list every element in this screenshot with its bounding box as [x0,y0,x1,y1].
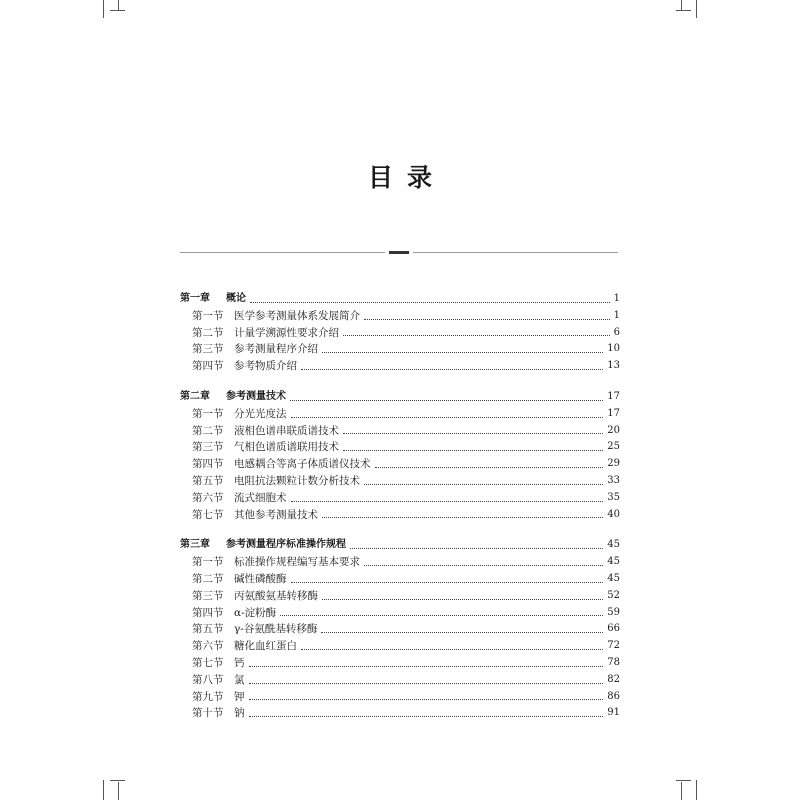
leader-dots [249,715,604,717]
leader-dots [322,516,603,518]
section-entry[interactable] [180,406,620,423]
crop-mark [676,780,691,781]
chapter-entry-title: 参考测量技术 [226,390,286,402]
crop-mark [696,780,697,800]
leader-dots [291,581,604,583]
section-entry-page-number: 1 [613,309,620,321]
crop-mark [118,782,119,800]
section-entry-label: 第四节 [192,458,224,471]
section-entry-label: 第四节 [192,360,224,373]
crop-mark [681,0,682,10]
chapter-entry-page-number: 1 [613,293,620,304]
section-entry-page-number: 72 [607,640,620,652]
section-entry-label: 第七节 [192,508,224,521]
section-entry-page-number: 25 [607,441,620,453]
section-entry[interactable] [180,689,620,706]
section-entry-label: 第六节 [192,491,224,504]
section-entry-label: 第一节 [192,556,224,569]
leader-dots [249,682,604,684]
section-entry-title: 标准操作规程编写基本要求 [234,556,360,569]
leader-dots [343,432,603,434]
section-entry-page-number: 29 [607,458,620,470]
section-entry-title: 电感耦合等离子体质谱仪技术 [234,458,371,471]
leader-dots [343,449,603,451]
crop-mark [110,780,125,781]
section-entry[interactable] [180,473,620,490]
section-entry-page-number: 45 [607,572,620,584]
table-of-contents [180,291,620,736]
section-entry-label: 第二节 [192,424,224,437]
chapter-entry-label: 第二章 [180,390,210,402]
section-entry-label: 第五节 [192,474,224,487]
section-entry-page-number: 82 [607,673,620,685]
leader-dots [280,614,603,616]
leader-dots [301,648,603,650]
section-entry-label: 第一节 [192,309,224,322]
leader-dots [321,631,603,633]
chapter-entry-title: 参考测量程序标准操作规程 [226,539,346,551]
section-entry-page-number: 6 [613,326,620,338]
chapter-entry[interactable] [180,389,620,406]
section-entry-label: 第二节 [192,326,224,339]
leader-dots [350,547,603,549]
section-entry-title: 参考物质介绍 [234,360,297,373]
section-entry-page-number: 45 [607,556,620,568]
chapter-entry-label: 第三章 [180,539,210,551]
section-entry[interactable] [180,341,620,358]
leader-dots [290,399,603,401]
leader-dots [364,564,603,566]
chapter-entry-title: 概论 [226,293,246,304]
section-entry-title: 液相色谱串联质谱技术 [234,424,339,437]
section-entry-title: 氯 [234,673,245,686]
leader-dots [375,466,604,468]
chapter-entry-page-number: 45 [607,539,620,551]
section-entry[interactable] [180,605,620,622]
section-entry-label: 第七节 [192,656,224,669]
section-entry-label: 第九节 [192,690,224,703]
section-entry-label: 第一节 [192,407,224,420]
leader-dots [301,368,603,370]
title-rule-right [413,252,618,253]
section-entry[interactable] [180,655,620,672]
section-entry[interactable] [180,507,620,524]
section-entry-label: 第四节 [192,606,224,619]
leader-dots [364,318,610,320]
title-rule-left [180,252,385,253]
section-entry-title: 参考测量程序介绍 [234,343,318,356]
chapter-entry-label: 第一章 [180,293,210,304]
section-entry-page-number: 66 [607,623,620,635]
section-entry[interactable] [180,456,620,473]
crop-mark [103,780,104,800]
section-entry[interactable] [180,490,620,507]
crop-mark [103,0,104,18]
section-entry-label: 第三节 [192,441,224,454]
section-entry-label: 第三节 [192,589,224,602]
section-entry-label: 第六节 [192,640,224,653]
section-entry-page-number: 91 [607,707,620,719]
crop-mark [118,0,119,10]
section-entry-title: 计量学溯源性要求介绍 [234,326,339,339]
section-entry[interactable] [180,638,620,655]
section-entry-page-number: 52 [607,589,620,601]
section-entry-title: 钙 [234,656,245,669]
section-entry[interactable] [180,325,620,342]
chapter-entry-page-number: 17 [607,390,620,402]
title-rule-ornament [389,251,409,254]
crop-mark [681,782,682,800]
section-entry[interactable] [180,358,620,375]
leader-dots [322,598,603,600]
section-entry-title: 其他参考测量技术 [234,508,318,521]
section-entry-title: 钠 [234,707,245,720]
section-entry-title: 气相色谱质谱联用技术 [234,441,339,454]
leader-dots [249,665,604,667]
section-entry[interactable] [180,439,620,456]
section-entry-page-number: 33 [607,474,620,486]
section-entry[interactable] [180,308,620,325]
section-entry-page-number: 40 [607,508,620,520]
section-entry-title: 糖化血红蛋白 [234,640,297,653]
leader-dots [291,416,604,418]
section-entry-label: 第八节 [192,673,224,686]
leader-dots [249,698,604,700]
section-entry[interactable] [180,621,620,638]
section-entry-label: 第五节 [192,623,224,636]
section-entry-label: 第二节 [192,572,224,585]
section-entry-title: 碱性磷酸酶 [234,572,287,585]
section-entry[interactable] [180,423,620,440]
section-entry[interactable] [180,554,620,571]
section-entry-title: 流式细胞术 [234,491,287,504]
crop-mark [696,0,697,18]
section-entry-title: 分光光度法 [234,407,287,420]
section-entry-title: 钾 [234,690,245,703]
section-entry-page-number: 17 [607,407,620,419]
page-title: 目录 [367,163,446,192]
leader-dots [364,483,603,485]
section-entry-page-number: 10 [607,343,620,355]
section-entry[interactable] [180,571,620,588]
section-entry-title: α-淀粉酶 [234,606,277,619]
leader-dots [291,500,604,502]
leader-dots [250,301,610,303]
section-entry-title: 医学参考测量体系发展简介 [234,309,360,322]
section-entry-page-number: 35 [607,491,620,503]
section-entry-label: 第十节 [192,707,224,720]
section-entry-title: 丙氨酸氨基转移酶 [234,589,318,602]
leader-dots [322,351,603,353]
section-entry[interactable] [180,705,620,722]
toc-chapter [180,537,620,722]
toc-chapter [180,291,620,375]
section-entry-page-number: 78 [607,656,620,668]
section-entry[interactable] [180,588,620,605]
crop-mark [676,10,691,11]
section-entry-title: 电阻抗法颗粒计数分析技术 [234,474,360,487]
section-entry-page-number: 20 [607,424,620,436]
chapter-entry[interactable] [180,537,620,554]
section-entry-page-number: 13 [607,360,620,372]
section-entry-title: γ-谷氨酰基转移酶 [234,623,318,636]
section-entry-page-number: 86 [607,690,620,702]
leader-dots [343,334,610,336]
section-entry[interactable] [180,672,620,689]
chapter-entry[interactable] [180,291,620,308]
toc-chapter [180,389,620,523]
section-entry-page-number: 59 [607,606,620,618]
crop-mark [110,10,125,11]
section-entry-label: 第三节 [192,343,224,356]
